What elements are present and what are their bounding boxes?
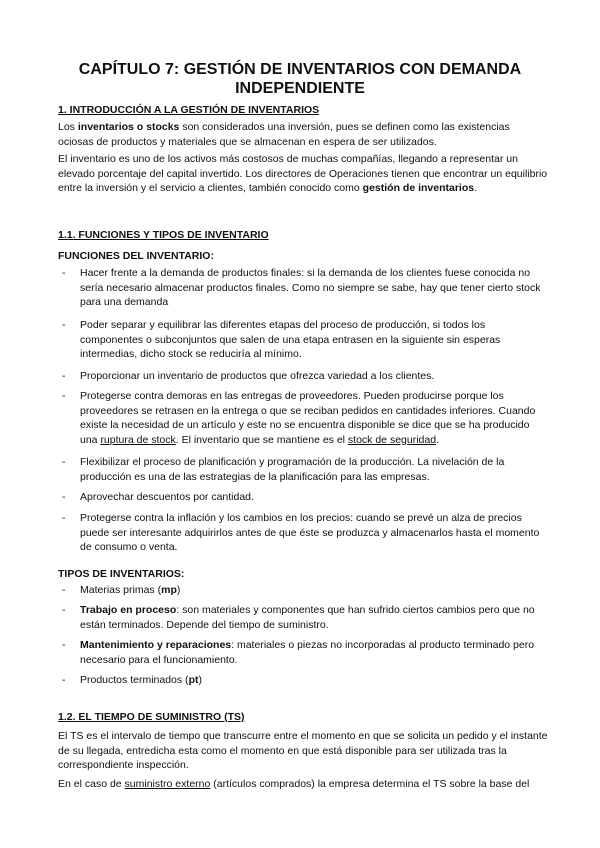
chapter-title: CAPÍTULO 7: GESTIÓN DE INVENTARIOS CON DEMANDA INDEPENDIENTE [78, 61, 522, 97]
intro-paragraph-1: Los inventarios o stocks son considerados una inversión, pues se definen como las existencias ociosas de productos y materiales que se almacenan en espera de ser utilizados. [58, 121, 510, 148]
list-item: - Proporcionar un inventario de productos que ofrezca variedad a los clientes. [62, 370, 435, 382]
list-item: - Protegerse contra la inflación y los cambios en los precios: cuando se prevé un alza de precios puede ser interesante adquirirlos antes de que éste se produzca y almacenarlos hasta el momento de consumo o venta. [62, 512, 540, 553]
funciones-label: FUNCIONES DEL INVENTARIO: [58, 250, 214, 262]
list-item: - Hacer frente a la demanda de productos finales: si la demanda de los clientes fuese conocida no sería necesario almacenar productos finales. Como no siempre se sabe, hay que tener cierto stock para una demanda [62, 267, 541, 308]
intro-paragraph-2: El inventario es uno de los activos más costosos de muchas compañías, llegando a representar un elevado porcentaje del capital invertido. Los directores de Operaciones tienen que encontrar un equilibrio entre la inversión y el servicio a clientes, también conocido como gestión de inventarios. [58, 153, 548, 194]
section-1-1-heading: 1.1. FUNCIONES Y TIPOS DE INVENTARIO [58, 229, 269, 241]
list-item: - Aprovechar descuentos por cantidad. [62, 491, 254, 503]
ts-paragraph-2: En el caso de suministro externo (artículos comprados) la empresa determina el TS sobre la base del [58, 778, 530, 790]
list-item: - Flexibilizar el proceso de planificación y programación de la producción. La nivelación de la producción es una de las estrategias de la planificación para las empresas. [62, 456, 505, 483]
list-item: - Mantenimiento y reparaciones: materiales o piezas no incorporadas al producto terminado pero necesario para el funcionamiento. [62, 639, 535, 666]
list-item: - Trabajo en proceso: son materiales y componentes que han sufrido ciertos cambios pero que no están terminados. Depende del tiempo de suministro. [62, 604, 535, 631]
section-1-2-heading: 1.2. EL TIEMPO DE SUMINISTRO (TS) [58, 711, 245, 723]
list-item: - Productos terminados (pt) [62, 674, 202, 686]
list-item: - Poder separar y equilibrar las diferentes etapas del proceso de producción, si todos los componentes o subconjuntos que salen de una etapa entrasen en la siguiente sin esperas intermedias, dicho stock se reduciría al mínimo. [62, 319, 501, 360]
list-item: - Materias primas (mp) [62, 584, 181, 596]
tipos-label: TIPOS DE INVENTARIOS: [58, 568, 185, 580]
ts-paragraph-1: El TS es el intervalo de tiempo que transcurre entre el momento en que se solicita un pedido y el instante de su llegada, entredicha esta como el momento en que está disponible para ser utilizada tras la correspondiente inspección. [58, 730, 548, 771]
section-1-heading: 1. INTRODUCCIÓN A LA GESTIÓN DE INVENTARIOS [58, 104, 320, 116]
list-item: - Protegerse contra demoras en las entregas de proveedores. Pueden producirse porque los proveedores se retrasen en la entrega o que se reciban pedidos en cantidades inferiores. Cuando existe la necesidad de un artículo y este no se encuentra disponible se dice que se ha producido una ruptura de stock. El inventario que se mantiene es el stock de seguridad. [62, 390, 536, 446]
